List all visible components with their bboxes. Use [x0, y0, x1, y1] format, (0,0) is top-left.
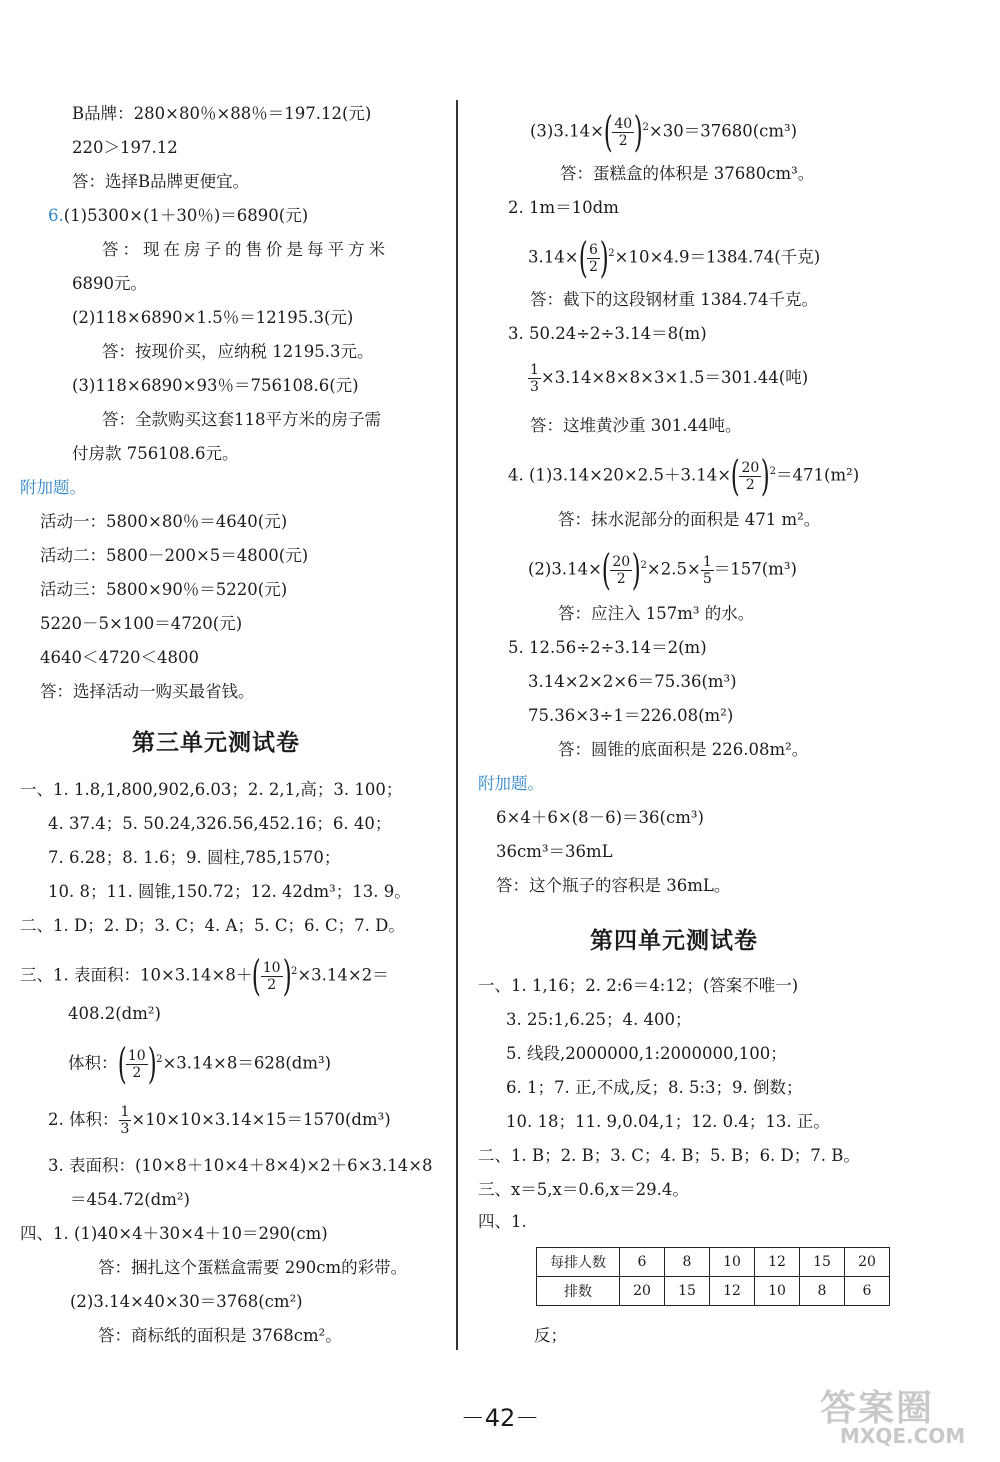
- text-line: 活动一：5800×80％＝4640(元): [40, 512, 288, 531]
- text-line: 答：蛋糕盒的体积是 37680cm³。: [560, 164, 815, 183]
- right-paren: ): [631, 545, 641, 594]
- table-cell: 每排人数: [537, 1248, 620, 1277]
- text-line: 4640＜4720＜4800: [40, 648, 199, 667]
- text-line: 答：捆扎这个蛋糕盒需要 290cm的彩带。: [98, 1258, 408, 1277]
- column-divider: [456, 100, 458, 1350]
- right-paren: ): [599, 233, 609, 282]
- text-line: ×30＝37680(cm³): [648, 121, 798, 141]
- text-line: 6. 1；7. 正,不成,反；8. 5:3；9. 倒数；: [506, 1078, 803, 1097]
- fraction: $\frac{40}{2}$: [614, 115, 633, 149]
- text-line: 75.36×3÷1＝226.08(m²): [528, 706, 734, 725]
- left-paren: (: [730, 451, 740, 500]
- text-line: 4. 37.4；5. 50.24,326.56,452.16；6. 40；: [48, 814, 392, 833]
- text-line: 3.14×: [528, 247, 579, 267]
- formula-line: [20, 950, 389, 998]
- text-line: ＝471(m²): [776, 465, 860, 485]
- exponent: 2: [608, 248, 615, 259]
- text-line: 答：商标纸的面积是 3768cm²。: [98, 1326, 342, 1345]
- text-line: 10. 18；11. 9,0.04,1；12. 0.4；13. 正。: [506, 1112, 830, 1131]
- text-line: 答：选择B品牌更便宜。: [72, 172, 250, 191]
- watermark: [820, 1380, 990, 1460]
- text-line: B品牌：280×80％×88％＝197.12(元): [72, 104, 372, 123]
- text-line: 5. 12.56÷2÷3.14＝2(m): [508, 638, 707, 657]
- text-line: ＝454.72(dm²): [70, 1190, 190, 1209]
- text-line: 3.14×2×2×6＝75.36(m³): [528, 672, 737, 691]
- text-line: 二、1. B；2. B；3. C；4. B；5. B；6. D；7. B。: [478, 1146, 860, 1165]
- text-line: 一、1. 1.8,1,800,902,6.03；2. 2,1,高；3. 100；: [20, 780, 403, 799]
- text-line: ×3.14×2＝: [297, 965, 389, 985]
- text-line: 四、1.: [478, 1212, 527, 1231]
- text-line: 答：现在房子的售价是每平方米: [102, 240, 389, 259]
- text-line: 体积：: [68, 1053, 118, 1073]
- text-line: 活动二：5800－200×5＝4800(元): [40, 546, 309, 565]
- text-line: 三、x＝5,x＝0.6,x＝29.4。: [478, 1180, 689, 1199]
- text-line: 3. 50.24÷2÷3.14＝8(m): [508, 324, 707, 343]
- extra-question-heading: 附加题。: [20, 478, 86, 497]
- fraction: $\frac{6}{2}$: [588, 241, 598, 275]
- formula-line: [528, 544, 797, 592]
- question-line: [48, 204, 308, 228]
- data-table: [536, 1247, 890, 1306]
- table-cell: 20: [845, 1248, 890, 1277]
- table-row: [537, 1248, 890, 1277]
- section-title: 第四单元测试卷: [590, 927, 758, 954]
- right-paren: ): [760, 451, 770, 500]
- table-cell: 20: [620, 1277, 665, 1306]
- table-cell: 6: [620, 1248, 665, 1277]
- text-line: 答：全款购买这套118平方米的房子需: [102, 410, 381, 429]
- table-cell: 12: [710, 1277, 755, 1306]
- table-cell: 8: [800, 1277, 845, 1306]
- text-line: 答：这堆黄沙重 301.44吨。: [530, 416, 742, 435]
- text-line: 7. 6.28；8. 1.6；9. 圆柱,785,1570；: [48, 848, 341, 867]
- fraction: $\frac{1}{3}$: [120, 1104, 130, 1137]
- left-paren: (: [578, 233, 588, 282]
- text-line: ×10×4.9＝1384.74(千克): [614, 247, 821, 267]
- text-line: 2. 1m＝10dm: [508, 198, 619, 217]
- fraction: $\frac{20}{2}$: [612, 553, 631, 587]
- table-cell: 12: [755, 1248, 800, 1277]
- text-line: 6×4＋6×(8－6)＝36(cm³): [496, 808, 704, 827]
- text-line: (2)3.14×40×30＝3768(cm²): [70, 1292, 303, 1311]
- text-line: 答：这个瓶子的容积是 36mL。: [496, 876, 731, 895]
- text-line: 2. 体积：: [48, 1110, 119, 1129]
- formula-line: [530, 106, 797, 154]
- exponent: 2: [290, 966, 298, 977]
- text-line: 5220－5×100＝4720(元): [40, 614, 243, 633]
- text-line: ×3.14×8×8×3×1.5＝301.44(吨): [540, 368, 809, 387]
- text-line: (1)5300×(1＋30％)＝6890(元): [63, 206, 309, 225]
- text-line: 220＞197.12: [72, 138, 178, 157]
- text-line: 4. (1)3.14×20×2.5＋3.14×: [508, 465, 732, 485]
- exponent: 2: [769, 466, 777, 477]
- table-row: [537, 1277, 890, 1306]
- text-line: ×2.5×: [646, 559, 701, 579]
- table-cell: 排数: [537, 1277, 620, 1306]
- text-line: (2)3.14×: [528, 559, 602, 579]
- text-line: 10. 8；11. 圆锥,150.72；12. 42dm³；13. 9。: [48, 882, 411, 901]
- table-cell: 15: [665, 1277, 710, 1306]
- fraction: $\frac{1}{3}$: [530, 362, 539, 395]
- table-cell: 15: [800, 1248, 845, 1277]
- question-number: 6.: [48, 206, 64, 225]
- section-title: 第三单元测试卷: [132, 729, 300, 756]
- text-line: 答：抹水泥部分的面积是 471 m²。: [558, 510, 821, 529]
- extra-question-heading: 附加题。: [478, 774, 544, 793]
- text-line: 二、1. D；2. D；3. C；4. A；5. C；6. C；7. D。: [20, 916, 405, 935]
- text-line: 3. 25:1,6.25；4. 400；: [506, 1010, 692, 1029]
- fraction: $\frac{10}{2}$: [127, 1047, 146, 1081]
- table-cell: 8: [665, 1248, 710, 1277]
- formula-line: [68, 1038, 331, 1086]
- exponent: 2: [642, 122, 649, 133]
- text-line: 答：圆锥的底面积是 226.08m²。: [558, 740, 809, 759]
- fraction: $\frac{20}{2}$: [741, 459, 760, 493]
- text-line: 6890元。: [72, 274, 147, 293]
- text-line: 3. 表面积：(10×8＋10×4＋8×4)×2＋6×3.14×8: [48, 1156, 433, 1175]
- text-line: 反；: [534, 1326, 567, 1345]
- text-line: 36cm³＝36mL: [496, 842, 613, 861]
- text-line: 活动三：5800×90％＝5220(元): [40, 580, 288, 599]
- text-line: ＝157(m³): [713, 559, 797, 579]
- text-line: 付房款 756108.6元。: [72, 444, 239, 463]
- text-line: 答：按现价买，应纳税 12195.3元。: [102, 342, 374, 361]
- text-line: 四、1. (1)40×4＋30×4＋10＝290(cm): [20, 1224, 328, 1243]
- formula-line: [528, 356, 808, 400]
- right-paren: ): [633, 107, 643, 156]
- text-line: 答：选择活动一购买最省钱。: [40, 682, 255, 701]
- table-cell: 6: [845, 1277, 890, 1306]
- left-paren: (: [252, 951, 262, 1000]
- text-line: (3)3.14×: [530, 121, 604, 141]
- right-paren: ): [147, 1039, 157, 1088]
- formula-line: [48, 1098, 391, 1142]
- formula-line: [508, 450, 859, 498]
- left-paren: (: [117, 1039, 127, 1088]
- watermark-logo: 答案圈: [820, 1388, 935, 1429]
- text-line: 答：截下的这段钢材重 1384.74千克。: [530, 290, 818, 309]
- text-line: (3)118×6890×93％＝756108.6(元): [72, 376, 359, 395]
- text-line: 三、1. 表面积：10×3.14×8＋: [20, 965, 253, 985]
- text-line: 答：应注入 157m³ 的水。: [558, 604, 755, 623]
- text-line: ×10×10×3.14×15＝1570(dm³): [131, 1110, 391, 1129]
- fraction: $\frac{1}{5}$: [702, 553, 712, 587]
- exponent: 2: [640, 560, 647, 571]
- exponent: 2: [156, 1054, 163, 1065]
- text-line: (2)118×6890×1.5％＝12195.3(元): [72, 308, 354, 327]
- text-line: 一、1. 1,16；2. 2:6＝4:12；(答案不唯一): [478, 976, 799, 995]
- page-number: －42－: [460, 1404, 540, 1432]
- text-line: 5. 线段,2000000,1:2000000,100；: [506, 1044, 787, 1063]
- text-line: ×3.14×8＝628(dm³): [162, 1053, 332, 1073]
- left-paren: (: [603, 107, 613, 156]
- table-cell: 10: [755, 1277, 800, 1306]
- watermark-url: MXQE.COM: [840, 1424, 966, 1448]
- table-cell: 10: [710, 1248, 755, 1277]
- left-paren: (: [601, 545, 611, 594]
- right-paren: ): [282, 951, 292, 1000]
- text-line: 408.2(dm²): [68, 1004, 161, 1023]
- formula-line: [528, 232, 820, 280]
- fraction: $\frac{10}{2}$: [262, 959, 281, 993]
